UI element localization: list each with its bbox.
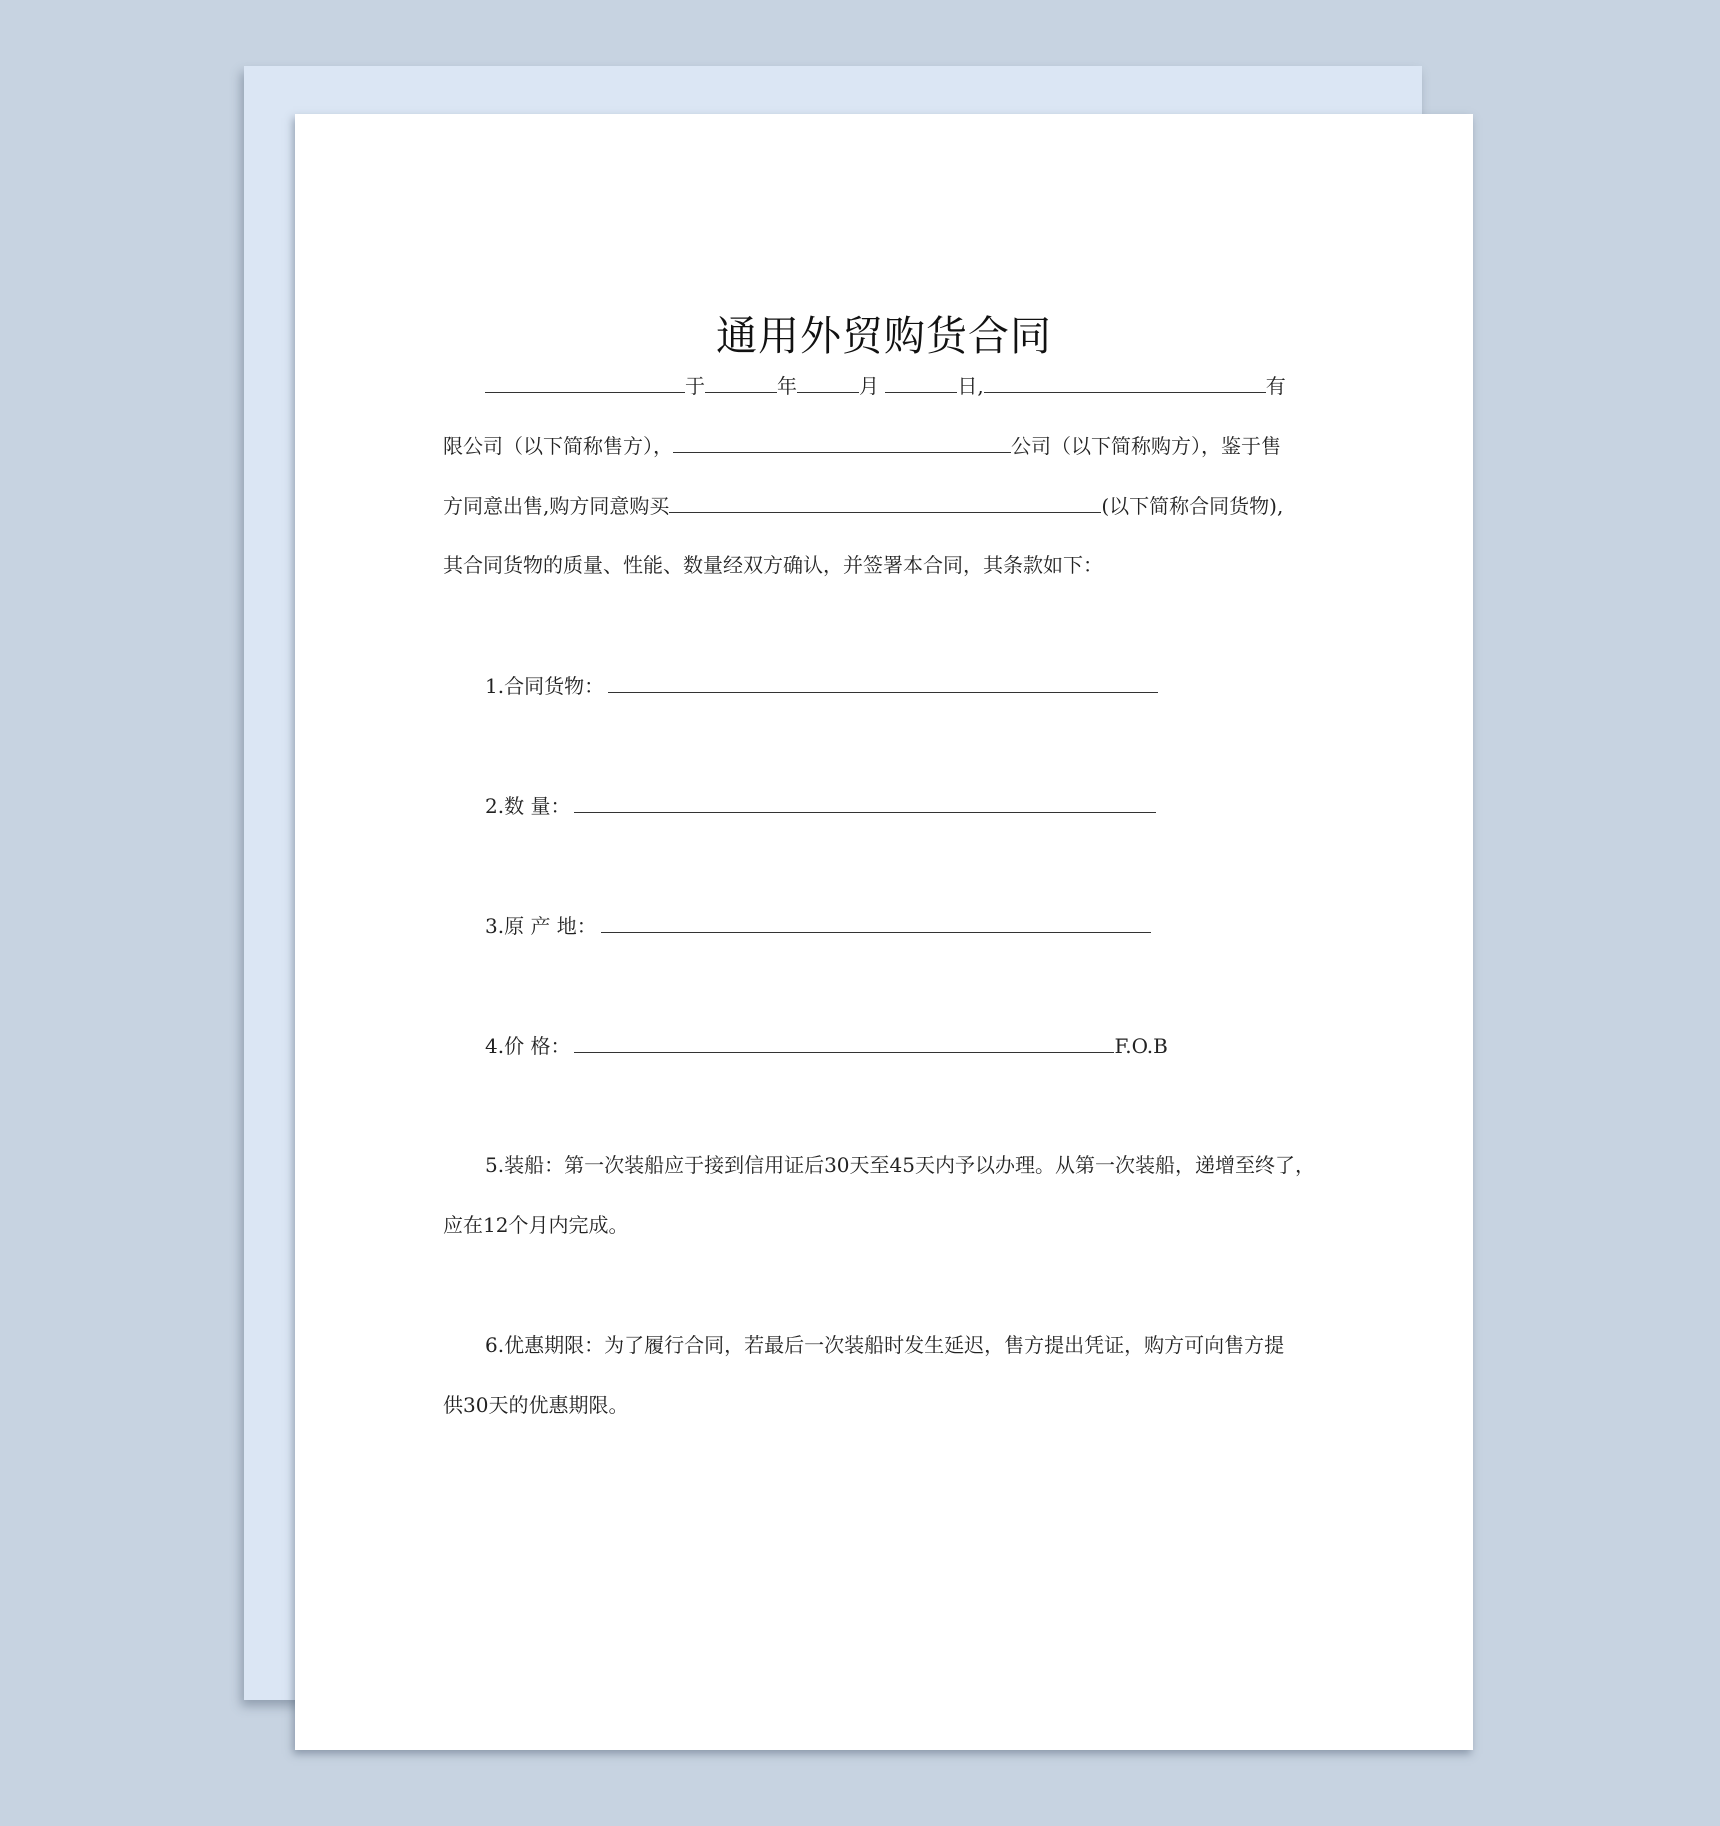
seller-company-blank-field[interactable] [984,370,1266,393]
item-price [443,1030,1365,1061]
day-blank-field[interactable] [885,370,957,393]
document-page [295,114,1473,1750]
clause-grace-period-line-2: 供30天的优惠期限。 [443,1393,629,1417]
fob-term: F.O.B [1114,1034,1168,1058]
contract-goods-blank-field[interactable] [608,670,1158,693]
clause-grace-period-line-1: 6.优惠期限：为了履行合同，若最后一次装船时发生延迟，售方提出凭证，购方可向售方提 [485,1333,1285,1357]
quantity-blank-field[interactable] [574,790,1156,813]
agree-text: 方同意出售,购方同意购买 [443,494,670,518]
party-blank-field[interactable] [485,370,685,393]
month-blank-field[interactable] [797,370,859,393]
preamble-line-4: 其合同货物的质量、性能、数量经双方确认，并签署本合同，其条款如下： [443,553,1103,577]
preamble-line-3 [443,490,1323,521]
price-blank-field[interactable] [574,1030,1114,1053]
buyer-abbrev-text: 公司（以下简称购方），鉴于售 [1011,434,1281,458]
seller-abbrev-text: 限公司（以下简称售方）， [443,434,673,458]
yu-label: 于 [685,374,705,398]
month-label: 月 [859,374,879,398]
clause-shipment-line-2: 应在12个月内完成。 [443,1213,629,1237]
goods-abbrev-text: (以下简称合同货物), [1101,494,1284,518]
item-quantity [443,790,1365,821]
clause-shipment-line-1: 5.装船：第一次装船应于接到信用证后30天至45天内予以办理。从第一次装船，递增至终了， [485,1153,1315,1177]
item-label: 1.合同货物： [485,674,605,698]
preamble-line-2 [443,430,1323,461]
item-label: 2.数 量： [485,794,571,818]
item-contract-goods [443,670,1365,701]
goods-blank-field[interactable] [669,490,1101,513]
you-label: 有 [1265,374,1286,398]
item-label: 4.价 格： [485,1034,571,1058]
year-blank-field[interactable] [705,370,777,393]
buyer-company-blank-field[interactable] [673,430,1011,453]
item-label: 3.原 产 地： [485,914,597,938]
document-title: 通用外贸购货合同 [716,312,1052,360]
item-origin [443,910,1365,941]
preamble-line-1 [443,370,1323,401]
year-label: 年 [777,374,797,398]
origin-blank-field[interactable] [601,910,1151,933]
day-label: 日, [957,374,984,398]
